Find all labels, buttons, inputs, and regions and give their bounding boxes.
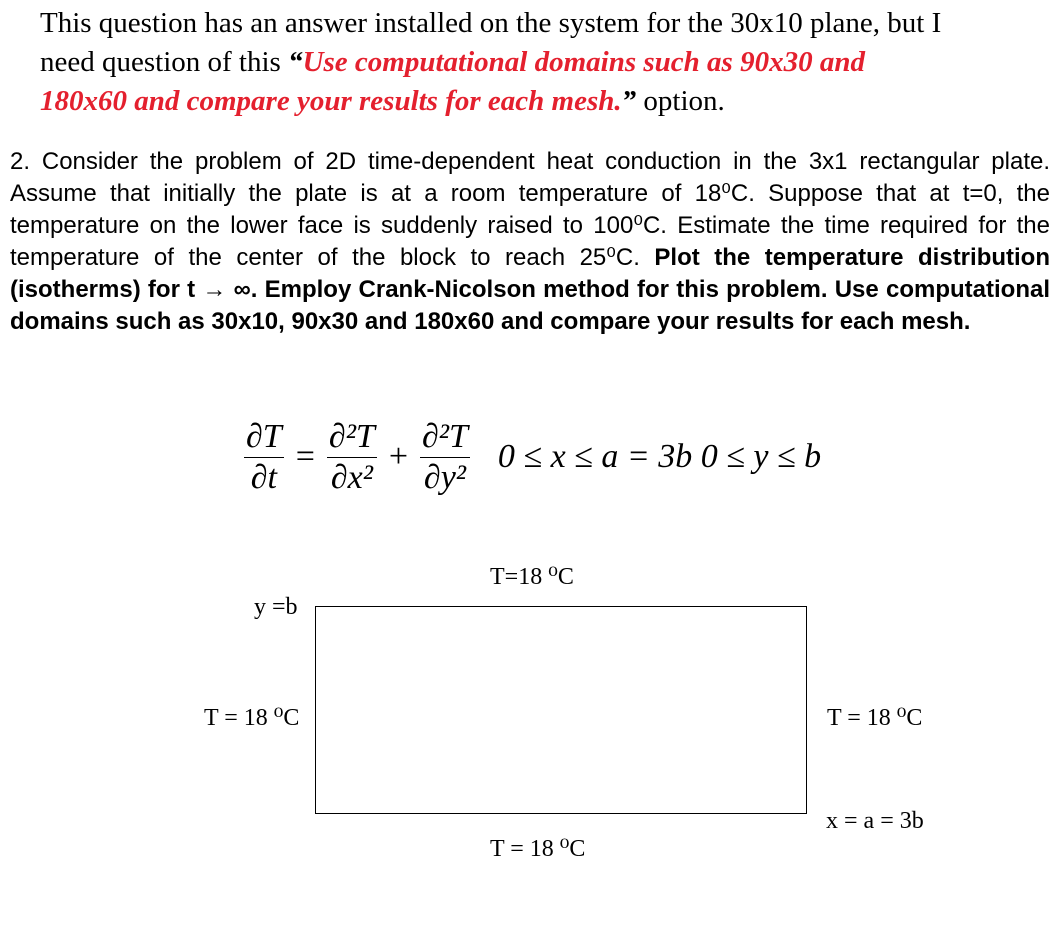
d2T-dx2-fraction [327,417,377,498]
left-boundary-label: T = 18 ⁰C [204,705,300,731]
bottom-boundary-label: T = 18 ⁰C [490,836,586,862]
d2T-dy2-fraction [420,417,470,498]
right-boundary-label: T = 18 ⁰C [827,705,923,731]
problem-bold-instructions: Plot the temperature distribution (isotherms) for t → ∞. Employ Crank-Nicolson method for this problem. Use computational domains such as 30x10, 90x30 and 180x60 and compare your results for each mesh. [10,244,1050,335]
x-equals-a-label: x = a = 3b [826,808,924,834]
highlight-part1: Use computational domains such as 90x30 and [302,46,865,78]
top-boundary-label: T=18 ⁰C [490,564,574,590]
term2-denominator: ∂y² [423,458,466,496]
equals-sign: = [295,438,315,475]
plate-rectangle [315,606,807,814]
term1-numerator: ∂²T [328,417,375,455]
intro-line1: This question has an answer installed on the system for the 30x10 plane, but I [40,7,942,39]
term2-numerator: ∂²T [422,417,468,455]
intro-paragraph [40,4,1040,121]
quote-open: “ [288,46,303,78]
quote-close: ” [621,85,637,117]
lhs-denominator: ∂t [250,458,277,496]
term1-denominator: ∂x² [330,458,373,496]
highlight-part2: 180x60 and compare your results for each mesh. [40,85,622,117]
problem-text: 2. Consider the problem of 2D time-dependent heat conduction in the 3x1 rectangular plate. Assume that initially the plate is at a room temperature of 18⁰C. Suppose that at t=0, the temperature on the lower face is suddenly raised to 100⁰C. Estimate the time required for the temperature of the center of the block to reach 25⁰C. [10,148,1050,271]
y-equals-b-label: y =b [254,594,298,620]
plus-sign: + [388,438,408,475]
intro-line3-suffix: option. [636,85,725,117]
problem-statement [10,146,1050,338]
lhs-numerator: ∂T [246,417,282,455]
heat-equation [240,402,821,512]
domain-bounds: 0 ≤ x ≤ a = 3b 0 ≤ y ≤ b [497,438,822,475]
dT-dt-fraction [244,417,284,498]
intro-line2-prefix: need question of this [40,46,289,78]
